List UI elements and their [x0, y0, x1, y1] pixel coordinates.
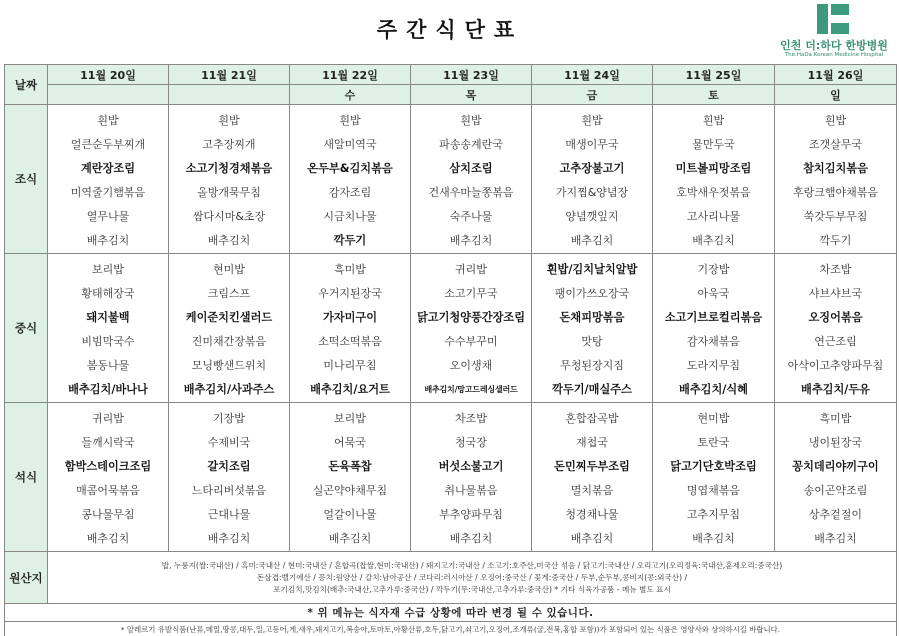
menu-item: 재첩국 [576, 436, 608, 449]
menu-item: 돼지불백 [86, 311, 130, 324]
menu-item: 배추김치 [328, 532, 372, 545]
menu-item: 돈채피망볶음 [559, 311, 625, 324]
menu-item: 연근조림 [814, 335, 857, 348]
menu-item: 도라지무침 [686, 359, 741, 372]
allergy-notice: * 알레르기 유발식품(난류,메밀,땅콩,대두,밀,고등어,게,새우,돼지고기,복숭아,토마토,아황산류,호두,닭고기,쇠고기,오징어,조개류(굴,전복,홍합 포함))가 포함되어 있는 식품은 영양사와 상의하시길 바랍니다. [5, 622, 897, 636]
menu-item: 흰밥 [97, 114, 119, 127]
menu-item: 고추장불고기 [559, 162, 625, 175]
menu-item: 흑미밥 [334, 263, 366, 276]
menu-item: 미역줄기햄볶음 [70, 186, 146, 199]
menu-item: 건새우마늘쫑볶음 [428, 186, 514, 199]
menu-item: 수제비국 [207, 436, 251, 449]
date-header: 11월 20일 [48, 65, 169, 85]
menu-item: 가지찜&양념장 [555, 186, 629, 199]
date-header: 11월 24일 [532, 65, 653, 85]
menu-item: 배추김치 [86, 234, 130, 247]
menu-item: 기장밥 [213, 412, 245, 425]
weekday-header: 목 [411, 85, 532, 105]
logo-mark-icon [817, 4, 849, 34]
menu-item: 아삭이고추양파무침 [787, 359, 884, 372]
menu-cell [290, 254, 411, 403]
menu-item: 고추지무침 [686, 508, 741, 521]
weekly-menu-table [4, 64, 897, 636]
dinner-row [5, 403, 897, 552]
menu-item: 흑미밥 [819, 412, 852, 425]
menu-item: 배추김치 [570, 234, 614, 247]
menu-item: 크림스프 [207, 287, 251, 300]
allergy-row [5, 622, 897, 636]
menu-item: 미나리무침 [323, 359, 377, 372]
menu-item: 냉이된장국 [808, 436, 863, 449]
menu-item: 쑥갓두부무침 [803, 210, 868, 223]
menu-cell [653, 105, 775, 254]
menu-item: 쌈다시마&초장 [192, 210, 266, 223]
origin-row [5, 552, 897, 604]
breakfast-row [5, 105, 897, 254]
menu-item: 어묵국 [334, 436, 366, 449]
menu-item: 깍두기 [333, 234, 367, 247]
menu-item: 샤브샤브국 [808, 287, 863, 300]
menu-item: 흰밥 [581, 114, 603, 127]
menu-item: 얼큰순두부찌개 [70, 138, 146, 151]
menu-item: 케이준치킨샐러드 [185, 311, 273, 324]
menu-item: 깍두기/매실주스 [552, 383, 632, 396]
menu-item: 감자조림 [328, 186, 372, 199]
menu-item: 배추김치 [86, 532, 130, 545]
menu-item: 시금치나물 [323, 210, 377, 223]
lunch-label: 중식 [5, 254, 48, 403]
menu-item: 토란국 [697, 436, 730, 449]
menu-item: 근대나물 [207, 508, 251, 521]
lunch-row [5, 254, 897, 403]
menu-item: 배추김치/사과주스 [183, 383, 275, 396]
menu-cell [48, 403, 169, 552]
weekday-header: 금 [532, 85, 653, 105]
weekday-header [169, 85, 290, 105]
menu-cell [653, 254, 775, 403]
origin-line: 밥, 누룽지(쌀:국내산) / 흑미:국내산 / 현미:국내산 / 혼합곡(찹쌀,현미:국내산) / 돼지고기:국내산 / 소고기:호주산,미국산 섞음 / 닭고기:국내산 / 오리고기(오리정육:국내산,훈제오리:중국산) [161, 560, 783, 570]
menu-cell [411, 403, 532, 552]
origin-line: 포기김치,맛김치(배추:국내산,고추가루:중국산) / 깍두기(무:국내산,고추가루:중국산) * 기타 식육가공품 - 메뉴 별도 표시 [273, 584, 671, 594]
menu-item: 배추김치 [570, 532, 614, 545]
menu-item: 차조밥 [819, 263, 852, 276]
menu-item: 깍두기 [819, 234, 852, 247]
menu-cell [169, 403, 290, 552]
page-title: 주간식단표 [376, 18, 524, 42]
menu-item: 매콤어묵볶음 [76, 484, 140, 497]
menu-item: 오징어볶음 [808, 311, 863, 324]
menu-item: 배추김치/요거트 [310, 383, 390, 396]
menu-item: 온두부&김치볶음 [307, 162, 393, 175]
menu-item: 돈육폭찹 [328, 460, 372, 473]
menu-item: 현미밥 [213, 263, 245, 276]
menu-item: 맛탕 [581, 335, 603, 348]
menu-item: 닭고기단호박조림 [670, 460, 757, 473]
menu-item: 수수부꾸미 [444, 335, 498, 348]
menu-item: 들깨시락국 [81, 436, 135, 449]
menu-item: 갈치조림 [207, 460, 251, 473]
menu-item: 배추김치 [814, 532, 857, 545]
menu-item: 계란장조림 [80, 162, 136, 175]
date-row [5, 65, 897, 85]
menu-item: 참치김치볶음 [803, 162, 868, 175]
menu-item: 배추김치/망고드레싱샐러드 [424, 385, 518, 394]
menu-item: 고추장찌개 [202, 138, 256, 151]
menu-item: 명엽채볶음 [686, 484, 741, 497]
change-notice: * 위 메뉴는 식자재 수급 상황에 따라 변경 될 수 있습니다. [5, 604, 897, 622]
breakfast-label: 조식 [5, 105, 48, 254]
menu-cell [532, 254, 653, 403]
weekday-header [48, 85, 169, 105]
menu-item: 양념깻잎지 [565, 210, 619, 223]
menu-cell [532, 105, 653, 254]
menu-item: 닭고기청양풍간장조림 [416, 311, 526, 324]
menu-item: 배추김치/바나나 [68, 383, 148, 396]
weekday-header: 토 [653, 85, 775, 105]
menu-item: 소고기무국 [444, 287, 498, 300]
menu-item: 함박스테이크조림 [64, 460, 152, 473]
menu-item: 배추김치 [449, 532, 493, 545]
menu-item: 소떡소떡볶음 [318, 335, 382, 348]
menu-item: 무청된장지짐 [560, 359, 624, 372]
menu-item: 흰밥 [702, 114, 725, 127]
menu-item: 매생이무국 [565, 138, 619, 151]
menu-item: 상추겉절이 [808, 508, 863, 521]
date-header: 11월 26일 [775, 65, 897, 85]
menu-item: 파송송계란국 [439, 138, 503, 151]
menu-cell [290, 105, 411, 254]
date-header: 11월 25일 [653, 65, 775, 85]
menu-item: 숙주나물 [449, 210, 493, 223]
menu-cell [169, 105, 290, 254]
menu-cell [290, 403, 411, 552]
menu-item: 배추김치/식혜 [679, 383, 748, 396]
menu-item: 배추김치 [692, 532, 735, 545]
menu-cell [775, 105, 897, 254]
menu-item: 멸치볶음 [570, 484, 614, 497]
menu-item: 올방개묵무침 [197, 186, 261, 199]
menu-cell [48, 105, 169, 254]
date-label: 날짜 [5, 65, 48, 105]
origin-line: 돈삼겹:벨기에산 / 꽁치:원양산 / 갈치:남아공산 / 코다리:러시아산 / 오징어:중국산 / 꽃게:중국산 / 두부,순두부,콩비지(콩:외국산) / [256, 572, 688, 582]
menu-item: 흰밥 [218, 114, 240, 127]
menu-cell [411, 254, 532, 403]
menu-item: 오이생채 [449, 359, 493, 372]
menu-item: 취나물볶음 [444, 484, 498, 497]
menu-item: 혼합잡곡밥 [565, 412, 619, 425]
menu-item: 배추김치 [207, 532, 251, 545]
menu-item: 황태해장국 [81, 287, 135, 300]
menu-item: 배추김치/두유 [801, 383, 870, 396]
menu-cell [48, 254, 169, 403]
menu-item: 버섯소불고기 [438, 460, 504, 473]
menu-item: 기장밥 [697, 263, 730, 276]
menu-item: 아욱국 [697, 287, 730, 300]
menu-item: 부추양파무침 [439, 508, 503, 521]
menu-item: 소고기청경채볶음 [185, 162, 273, 175]
menu-cell [775, 254, 897, 403]
menu-item: 진미채간장볶음 [191, 335, 267, 348]
menu-cell [532, 403, 653, 552]
date-header: 11월 21일 [169, 65, 290, 85]
logo-subtitle: The:HaDa Korean Medicine Hospital [784, 52, 884, 58]
dinner-label: 석식 [5, 403, 48, 552]
menu-item: 고사리나물 [686, 210, 741, 223]
menu-item: 꽁치데리야끼구이 [792, 460, 879, 473]
menu-item: 후랑크햄야채볶음 [792, 186, 878, 199]
menu-item: 열무나물 [86, 210, 130, 223]
menu-item: 가자미구이 [322, 311, 378, 324]
menu-item: 청국장 [455, 436, 487, 449]
menu-item: 흰밥 [339, 114, 361, 127]
menu-item: 물만두국 [692, 138, 735, 151]
menu-item: 삼치조림 [449, 162, 493, 175]
hospital-logo [772, 4, 896, 64]
menu-item: 조갯살무국 [808, 138, 863, 151]
menu-item: 현미밥 [697, 412, 730, 425]
menu-cell [169, 254, 290, 403]
menu-item: 흰밥 [460, 114, 482, 127]
weekday-row [5, 85, 897, 105]
menu-item: 미트볼피망조림 [675, 162, 752, 175]
weekday-header: 수 [290, 85, 411, 105]
menu-item: 차조밥 [455, 412, 487, 425]
menu-item: 보리밥 [92, 263, 124, 276]
origin-label: 원산지 [5, 552, 48, 604]
menu-cell [775, 403, 897, 552]
menu-item: 소고기브로컬리볶음 [664, 311, 763, 324]
origin-info [48, 552, 897, 604]
menu-item: 배추김치 [449, 234, 493, 247]
menu-item: 귀리밥 [92, 412, 124, 425]
menu-item: 우거지된장국 [318, 287, 382, 300]
menu-cell [653, 403, 775, 552]
menu-item: 비빔막국수 [81, 335, 135, 348]
date-header: 11월 23일 [411, 65, 532, 85]
menu-item: 송이곤약조림 [803, 484, 868, 497]
menu-item: 모닝빵샌드위치 [191, 359, 267, 372]
menu-item: 콩나물무침 [81, 508, 135, 521]
menu-item: 배추김치 [692, 234, 735, 247]
logo-name: 인천 더:하다 한방병원 [780, 39, 888, 52]
menu-item: 보리밥 [334, 412, 366, 425]
menu-item: 흰밥 [824, 114, 847, 127]
menu-item: 귀리밥 [455, 263, 487, 276]
weekday-header: 일 [775, 85, 897, 105]
menu-cell [411, 105, 532, 254]
menu-item: 배추김치 [207, 234, 251, 247]
menu-item: 실곤약야채무침 [312, 484, 388, 497]
menu-item: 흰밥/김치날치알밥 [546, 263, 638, 276]
menu-item: 느타리버섯볶음 [191, 484, 267, 497]
menu-item: 감자채볶음 [686, 335, 741, 348]
notice-row [5, 604, 897, 622]
menu-item: 새알미역국 [323, 138, 377, 151]
menu-item: 돈민찌두부조림 [554, 460, 630, 473]
date-header: 11월 22일 [290, 65, 411, 85]
menu-item: 봄동나물 [86, 359, 130, 372]
menu-item: 팽이가쓰오장국 [554, 287, 630, 300]
menu-item: 청경채나물 [565, 508, 619, 521]
menu-item: 얼갈이나물 [323, 508, 377, 521]
menu-item: 호박새우젓볶음 [676, 186, 751, 199]
